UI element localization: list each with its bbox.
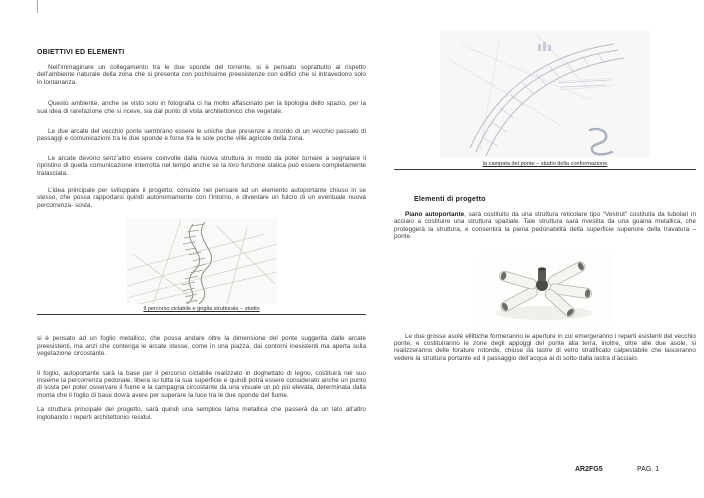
- paragraph: Le due grosse asole ellittiche formeranno le aperture in cui emergeranno i reperti esistenti del vecchio ponte, e costituiranno le zone degli appoggi del ponte alla terra, inoltre, oltre alle due asole, si realizzeranno delle forature rotonde, chiuse da lastre di vetro stratificato calpestabile che lasceranno vedere la struttura portante ed il passaggio dell’acqua al di sotto dalla lastra d’acciaio.: [394, 332, 696, 362]
- footer-document-code: AR2FG5: [575, 466, 603, 473]
- paragraph: La struttura principale del progetto, sarà quindi una semplice lama metallica che passerà da un lato all’altro inglobando i reperti architettonici residui.: [37, 406, 366, 421]
- paragraph: Nell’immaginare un collegamento tra le due sponde del torrente, si è pensato soprattutto al rispetto dell’ambiente naturale della zona che si presenta con pochissime preesistenze con edifici che si intravedono solo in lontananza.: [37, 64, 366, 86]
- figure-caption: Il percorso ciclabile e griglia strutturale – studio: [143, 306, 260, 313]
- figure-caption: la campata del ponte – studio della conformazione: [482, 161, 608, 167]
- page-edge-mark: [37, 0, 38, 13]
- paragraph: Le due arcate del vecchio ponte sembrano essere le uniche due presenze a ricordo di un vecchio passato di passaggi e comunicazioni tra le due sponde e forse tra le sole poche ville agricole della zona.: [37, 128, 366, 143]
- vestrut-node-photo: [478, 255, 613, 325]
- paragraph: [394, 211, 696, 241]
- figure-cycle-path-sketch: [37, 218, 366, 315]
- caption-rule: [37, 314, 366, 315]
- bridge-span-drawing: [440, 30, 650, 157]
- page-right: [394, 30, 696, 362]
- figure-bridge-span-drawing: [394, 30, 696, 170]
- paragraph: Il foglio, autoportante sarà la base per il percorso ciclabile realizzato in doghettato di legno, costituirà nel suo insieme la percorrenza pedonale, libera su tutta la sua superficie e quindi potrà essere considerato anche un punto di sosta per poter osservare il fiume e la campagna circostante da una visuale un pò più elevata, determinata dalla monta che il foglio di base dovrà avere per superare la luce tra le due sponde del fiume.: [37, 369, 366, 399]
- cycle-path-grid-sketch: [127, 218, 277, 304]
- section-heading-left: OBIETTIVI ED ELEMENTI: [37, 49, 125, 56]
- paragraph: si è pensato ad un foglio metallico, che possa andare oltre la dimensione del ponte suggerita dalle arcate preesistenti, ma anzi che contenga le arcate stesse, come in una piazza, dai contorni inesistenti ma aperta sulla vegetazione circostante.: [37, 335, 366, 358]
- paragraph-lead: Piano autoportante: [405, 211, 465, 218]
- footer-page-number: PAG. 1: [637, 466, 660, 473]
- page-left: [37, 49, 366, 421]
- figure-vestrut-node: [394, 255, 696, 325]
- paragraph: L’idea principale per sviluppare il progetto, consiste nel pensare ad un elemento autoportante chiuso in se stesso, che possa rapportarsi quindi autonomamente con l’intorno, e diventare un fulcro di un eventuale nuova percorrenza- sosta.: [37, 187, 366, 209]
- paragraph-rest: , sarà costituito da una struttura reticolare tipo “Vestrut” costituita da tubolari in acciaio a costituire una struttura spaziale. Tale struttura sarà rivestita da una guaina metallica, che proteggerà la struttura, e consentirà la piena pedonabilità della superficie superiore della travatura –ponte.: [394, 211, 696, 241]
- caption-rule: [394, 169, 696, 170]
- section-heading-right: Elementi di progetto: [414, 196, 486, 203]
- paragraph: Questo ambiente, anche se visto solo in fotografia ci ha molto affascinato per la tipologia dello spazio, per la sua idea di rarefazione che si riceve, sia dal punto di vista architettonico che vegetale.: [37, 100, 366, 115]
- paragraph: Le arcate devono senz’altro essere coinvolte dalla nuova struttura in modo da poter tornare a segnalare il ripristino di quella comunicazione interrotta nel tempo anche se la loro funzione statica può essere completamente tralasciata.: [37, 154, 366, 177]
